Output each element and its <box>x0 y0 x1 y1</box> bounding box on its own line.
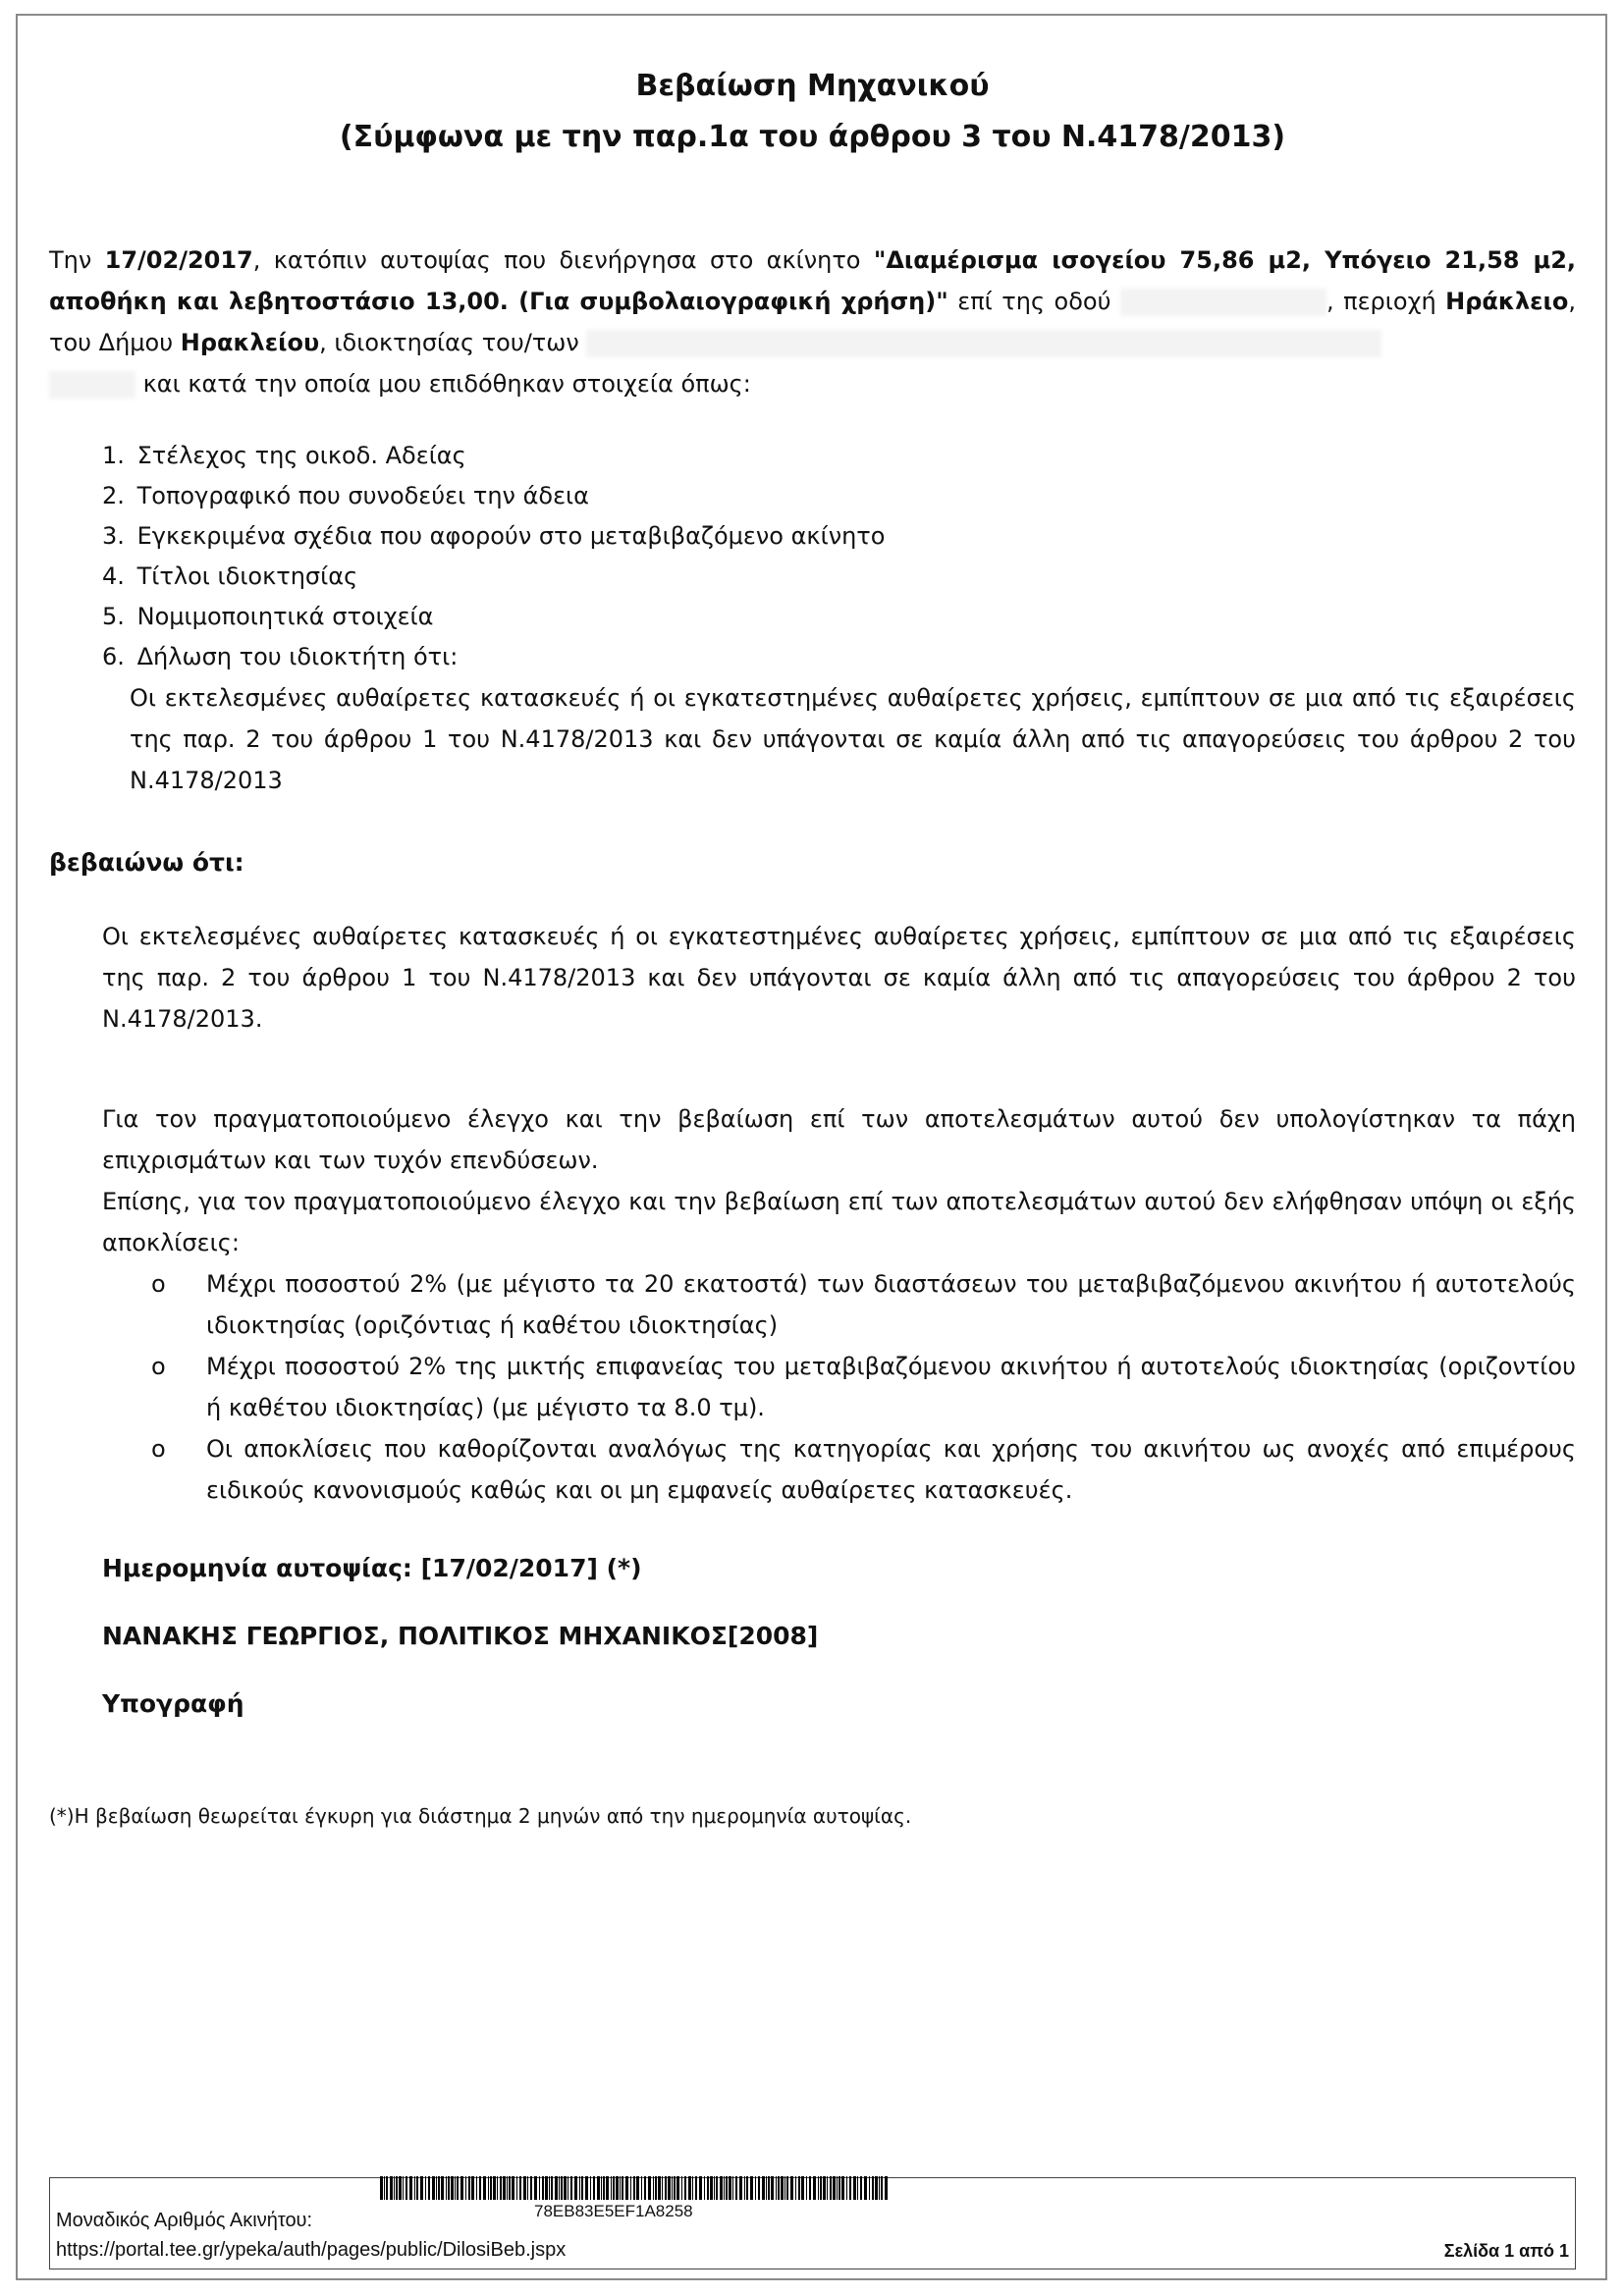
list-item <box>102 436 1576 476</box>
document-subtitle: (Σύμφωνα με την παρ.1α του άρθρου 3 του Ν.4178/2013) <box>339 120 1286 154</box>
property-description: "Διαμέρισμα ισογείου 75,86 μ2, Υπόγειο 21,58 μ2, αποθήκη και λεβητοστάσιο 13,00. (Για συμβολαιογραφική χρήση)" <box>49 246 1577 315</box>
signature-label: Υπογραφή <box>102 1689 244 1718</box>
list-item <box>151 1428 1576 1511</box>
document-body <box>49 61 1576 1847</box>
item-number: 4. <box>102 562 125 590</box>
inspection-date: Ημερομηνία αυτοψίας: [17/02/2017] (*) <box>102 1554 642 1582</box>
note-deviations: Επίσης, για τον πραγματοποιούμενο έλεγχο και την βεβαίωση επί των αποτελεσμάτων αυτού δεν ελήφθησαν υπόψη οι εξής αποκλίσεις: <box>102 1188 1576 1256</box>
documents-list <box>49 436 1576 801</box>
list-item <box>102 557 1576 597</box>
engineer-name: ΝΑΝΑΚΗΣ ΓΕΩΡΓΙΟΣ, ΠΟΛΙΤΙΚΟΣ ΜΗΧΑΝΙΚΟΣ[2008] <box>102 1622 819 1650</box>
item-number: 6. <box>102 643 125 670</box>
list-item <box>102 516 1576 557</box>
item-number: 1. <box>102 442 125 469</box>
bullet-icon: o <box>151 1353 166 1380</box>
redacted-owner-cont <box>49 371 135 399</box>
intro-text: , περιοχή <box>1325 288 1446 315</box>
item-text: Δήλωση του ιδιοκτήτη ότι: <box>136 643 459 670</box>
item-text: Εγκεκριμένα σχέδια που αφορούν στο μεταβιβαζόμενο ακίνητο <box>136 522 886 550</box>
item-text: Τοπογραφικό που συνοδεύει την άδεια <box>136 482 589 509</box>
list-item <box>102 637 1576 801</box>
item-number: 5. <box>102 603 125 630</box>
bullet-icon: o <box>151 1435 166 1463</box>
intro-text: Την <box>49 246 105 274</box>
area-name: Ηράκλειο <box>1445 288 1569 315</box>
list-item <box>102 476 1576 516</box>
list-item <box>151 1346 1576 1428</box>
intro-text: , του Δήμου <box>49 288 1576 356</box>
certify-text: Οι εκτελεσμένες αυθαίρετες κατασκευές ή οι εγκατεστημένες αυθαίρετες χρήσεις, εμπίπτουν σε μια από τις εξαιρέσεις της παρ. 2 του άρθρου 1 του Ν.4178/2013 και δεν υπάγονται σε καμία άλλη από τις απαγορεύσεις του άρθρου 2 του Ν.4178/2013. <box>102 923 1576 1033</box>
list-item <box>151 1263 1576 1346</box>
redacted-street <box>1120 289 1326 316</box>
intro-text: , κατόπιν αυτοψίας που διενήργησα στο ακίνητο <box>252 246 874 274</box>
item-text: Οι αποκλίσεις που καθορίζονται αναλόγως της κατηγορίας και χρήσης του ακινήτου ως ανοχές από επιμέρους ειδικούς κανονισμούς καθώς και οι μη εμφανείς αυθαίρετες κατασκευές. <box>206 1435 1576 1504</box>
municipality-name: Ηρακλείου <box>180 329 320 356</box>
intro-text: επί της οδού <box>947 288 1111 315</box>
validity-footnote: (*)Η βεβαίωση θεωρείται έγκυρη για διάστημα 2 μηνών από την ημερομηνία αυτοψίας. <box>49 1804 912 1828</box>
intro-text: , ιδιοκτησίας του/των <box>319 329 579 356</box>
item-text: Τίτλοι ιδιοκτησίας <box>136 562 358 590</box>
list-item <box>102 597 1576 637</box>
note-coatings: Για τον πραγματοποιούμενο έλεγχο και την βεβαίωση επί των αποτελεσμάτων αυτού δεν υπολογίστηκαν τα πάχη επιχρισμάτων και των τυχόν επενδύσεων. <box>102 1105 1576 1174</box>
property-id-label: Μοναδικός Αριθμός Ακινήτου: <box>56 2210 313 2231</box>
visit-date: 17/02/2017 <box>104 246 253 274</box>
deviations-list <box>49 1263 1576 1511</box>
document-title: Βεβαίωση Μηχανικού <box>635 69 990 103</box>
item-number: 3. <box>102 522 125 550</box>
item-text: Νομιμοποιητικά στοιχεία <box>136 603 434 630</box>
page-number: Σελίδα 1 από 1 <box>1443 2241 1569 2261</box>
item-number: 2. <box>102 482 125 509</box>
footer-url: https://portal.tee.gr/ypeka/auth/pages/public/DilosiBeb.jspx <box>56 2239 567 2261</box>
intro-paragraph <box>49 240 1576 404</box>
intro-text: και κατά την οποία μου επιδόθηκαν στοιχεία όπως: <box>142 370 751 398</box>
property-id: 78EB83E5EF1A8258 <box>534 2202 693 2220</box>
item-text: Στέλεχος της οικοδ. Αδείας <box>136 442 466 469</box>
page-footer <box>49 2177 1576 2269</box>
item-text: Μέχρι ποσοστού 2% (με μέγιστο τα 20 εκατοστά) των διαστάσεων του μεταβιβαζόμενου ακινήτου ή αυτοτελούς ιδιοκτησίας (οριζόντιας ή καθέτου ιδιοκτησίας) <box>206 1270 1576 1339</box>
item-text: Μέχρι ποσοστού 2% της μικτής επιφανείας του μεταβιβαζόμενου ακινήτου ή αυτοτελούς ιδιοκτησίας (οριζοντίου ή καθέτου ιδιοκτησίας) (με μέγιστο τα 8.0 τμ). <box>206 1353 1576 1421</box>
barcode-icon <box>380 2176 889 2200</box>
certify-heading: βεβαιώνω ότι: <box>49 848 244 877</box>
bullet-icon: o <box>151 1270 166 1298</box>
redacted-owner <box>586 330 1381 357</box>
owner-statement: Οι εκτελεσμένες αυθαίρετες κατασκευές ή οι εγκατεστημένες αυθαίρετες χρήσεις, εμπίπτουν σε μια από τις εξαιρέσεις της παρ. 2 του άρθρου 1 του Ν.4178/2013 και δεν υπάγονται σε καμία άλλη από τις απαγορεύσεις του άρθρου 2 του Ν.4178/2013 <box>130 684 1576 794</box>
